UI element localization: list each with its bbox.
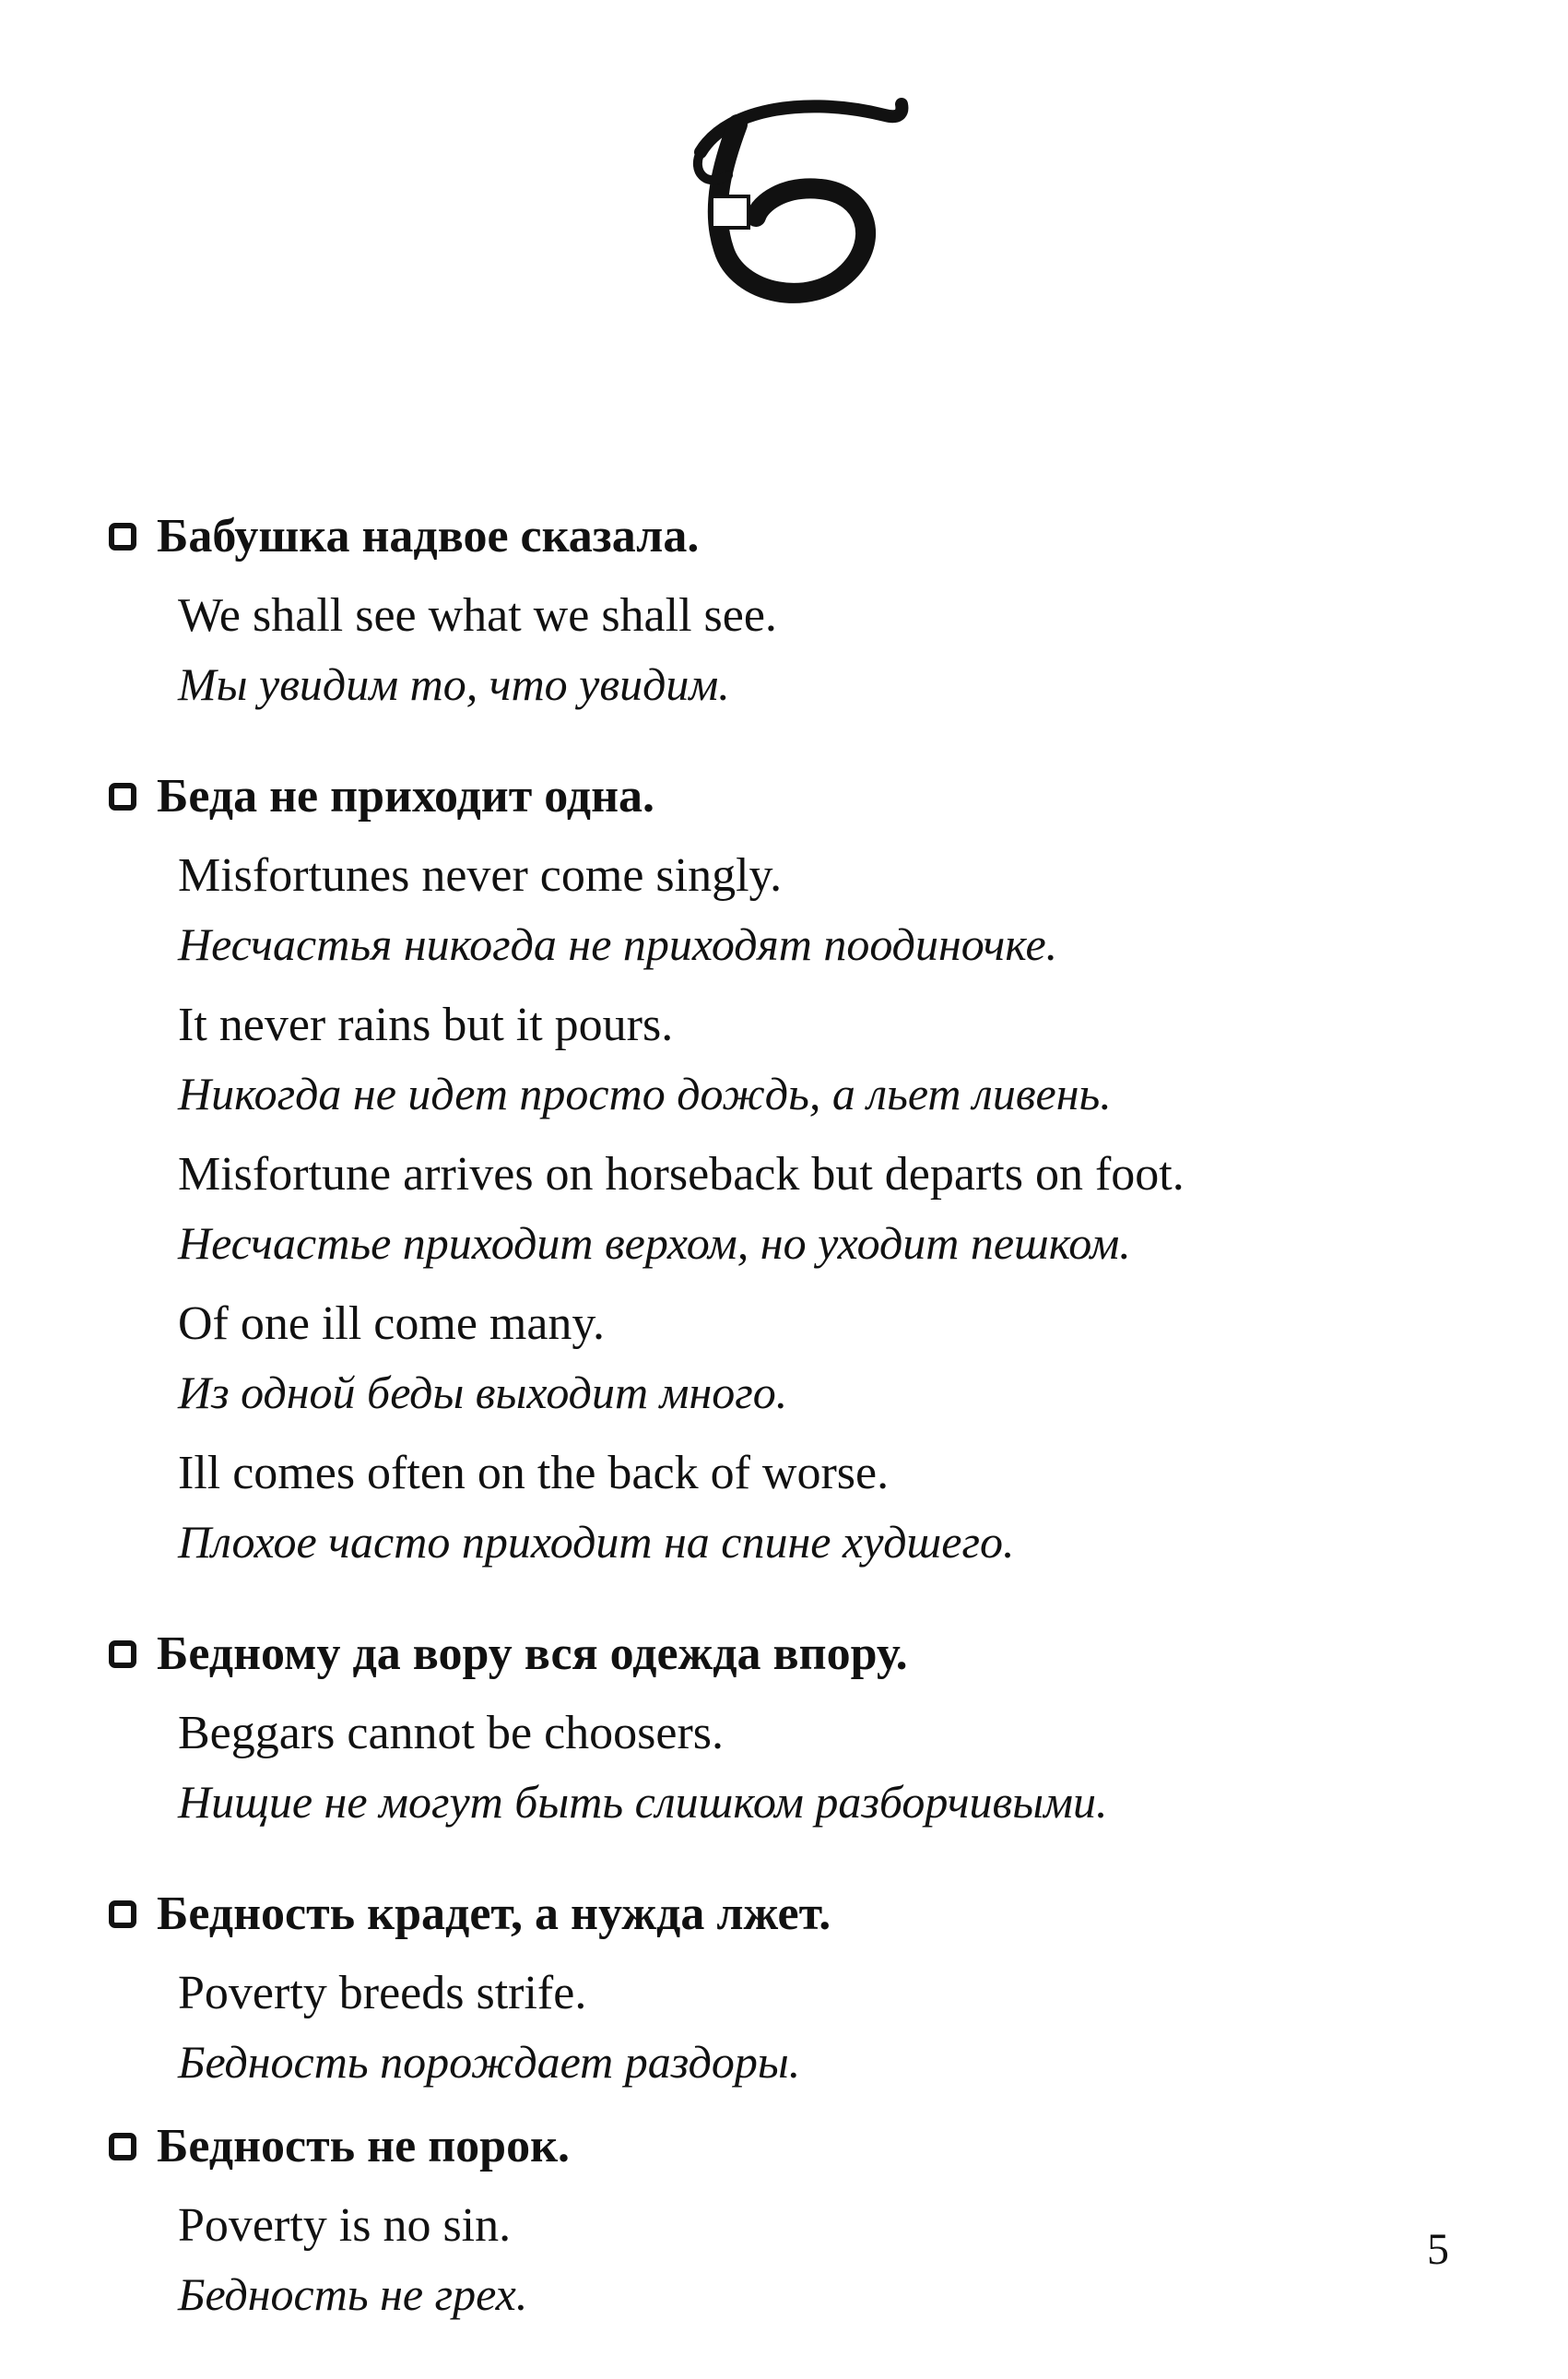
- translation-pair: [109, 1289, 1418, 1426]
- russian-gloss: Бедность не грех.: [178, 2268, 528, 2320]
- translation-pair: [109, 2191, 1418, 2327]
- proverb-entry: [109, 505, 1418, 717]
- proverb-entry: [109, 1623, 1418, 1835]
- english-equivalent: It never rains but it pours.: [178, 999, 674, 1051]
- proverb-entry: [109, 765, 1418, 1575]
- decorative-letter-b-icon: [673, 88, 913, 327]
- proverb-list: [109, 505, 1418, 2327]
- russian-gloss: Никогда не идет просто дождь, а льет ливень.: [178, 1068, 1112, 1119]
- translation-pair: [109, 1959, 1418, 2095]
- proverb-headword-row: [109, 505, 1418, 568]
- proverb-entry: [109, 1883, 1418, 2095]
- proverb-headword: Бабушка надвое сказала.: [157, 510, 700, 562]
- proverb-headword: Беда не приходит одна.: [157, 770, 655, 823]
- english-equivalent: Of one ill come many.: [178, 1297, 606, 1350]
- proverb-headword-row: [109, 2115, 1418, 2178]
- checkbox-icon: [109, 1900, 136, 1928]
- english-equivalent: Misfortune arrives on horseback but departs on foot.: [178, 1148, 1185, 1201]
- translation-pair: [109, 1438, 1418, 1575]
- drop-letter-b: [673, 88, 913, 327]
- english-equivalent: Beggars cannot be choosers.: [178, 1707, 725, 1759]
- proverb-headword: Бедному да вору вся одежда впору.: [157, 1627, 908, 1680]
- proverb-headword-row: [109, 1623, 1418, 1686]
- proverb-headword: Бедность крадет, а нужда лжет.: [157, 1888, 831, 1940]
- checkbox-icon: [109, 1640, 136, 1668]
- proverb-headword-row: [109, 1883, 1418, 1946]
- translation-pair: [109, 1140, 1418, 1276]
- proverb-headword-row: [109, 765, 1418, 828]
- english-equivalent: Poverty breeds strife.: [178, 1967, 587, 2019]
- russian-gloss: Из одной беды выходит много.: [178, 1367, 788, 1418]
- russian-gloss: Нищие не могут быть слишком разборчивыми.: [178, 1776, 1108, 1828]
- checkbox-icon: [109, 523, 136, 550]
- page-number: 5: [1427, 2225, 1449, 2274]
- translation-pair: [109, 581, 1418, 717]
- checkbox-icon: [109, 2133, 136, 2160]
- russian-gloss: Мы увидим то, что увидим.: [178, 658, 730, 710]
- proverb-headword: Бедность не порок.: [157, 2120, 571, 2172]
- translation-pair: [109, 841, 1418, 977]
- russian-gloss: Плохое часто приходит на спине худшего.: [178, 1516, 1015, 1568]
- checkbox-icon: [109, 783, 136, 811]
- proverb-entry: [109, 2115, 1418, 2327]
- russian-gloss: Бедность порождает раздоры.: [178, 2036, 801, 2088]
- russian-gloss: Несчастья никогда не приходят поодиночке.: [178, 918, 1058, 970]
- english-equivalent: Misfortunes never come singly.: [178, 849, 783, 902]
- english-equivalent: We shall see what we shall see.: [178, 589, 777, 642]
- english-equivalent: Poverty is no sin.: [178, 2199, 512, 2252]
- translation-pair: [109, 1698, 1418, 1835]
- russian-gloss: Несчастье приходит верхом, но уходит пешком.: [178, 1217, 1131, 1269]
- english-equivalent: Ill comes often on the back of worse.: [178, 1447, 890, 1499]
- translation-pair: [109, 990, 1418, 1127]
